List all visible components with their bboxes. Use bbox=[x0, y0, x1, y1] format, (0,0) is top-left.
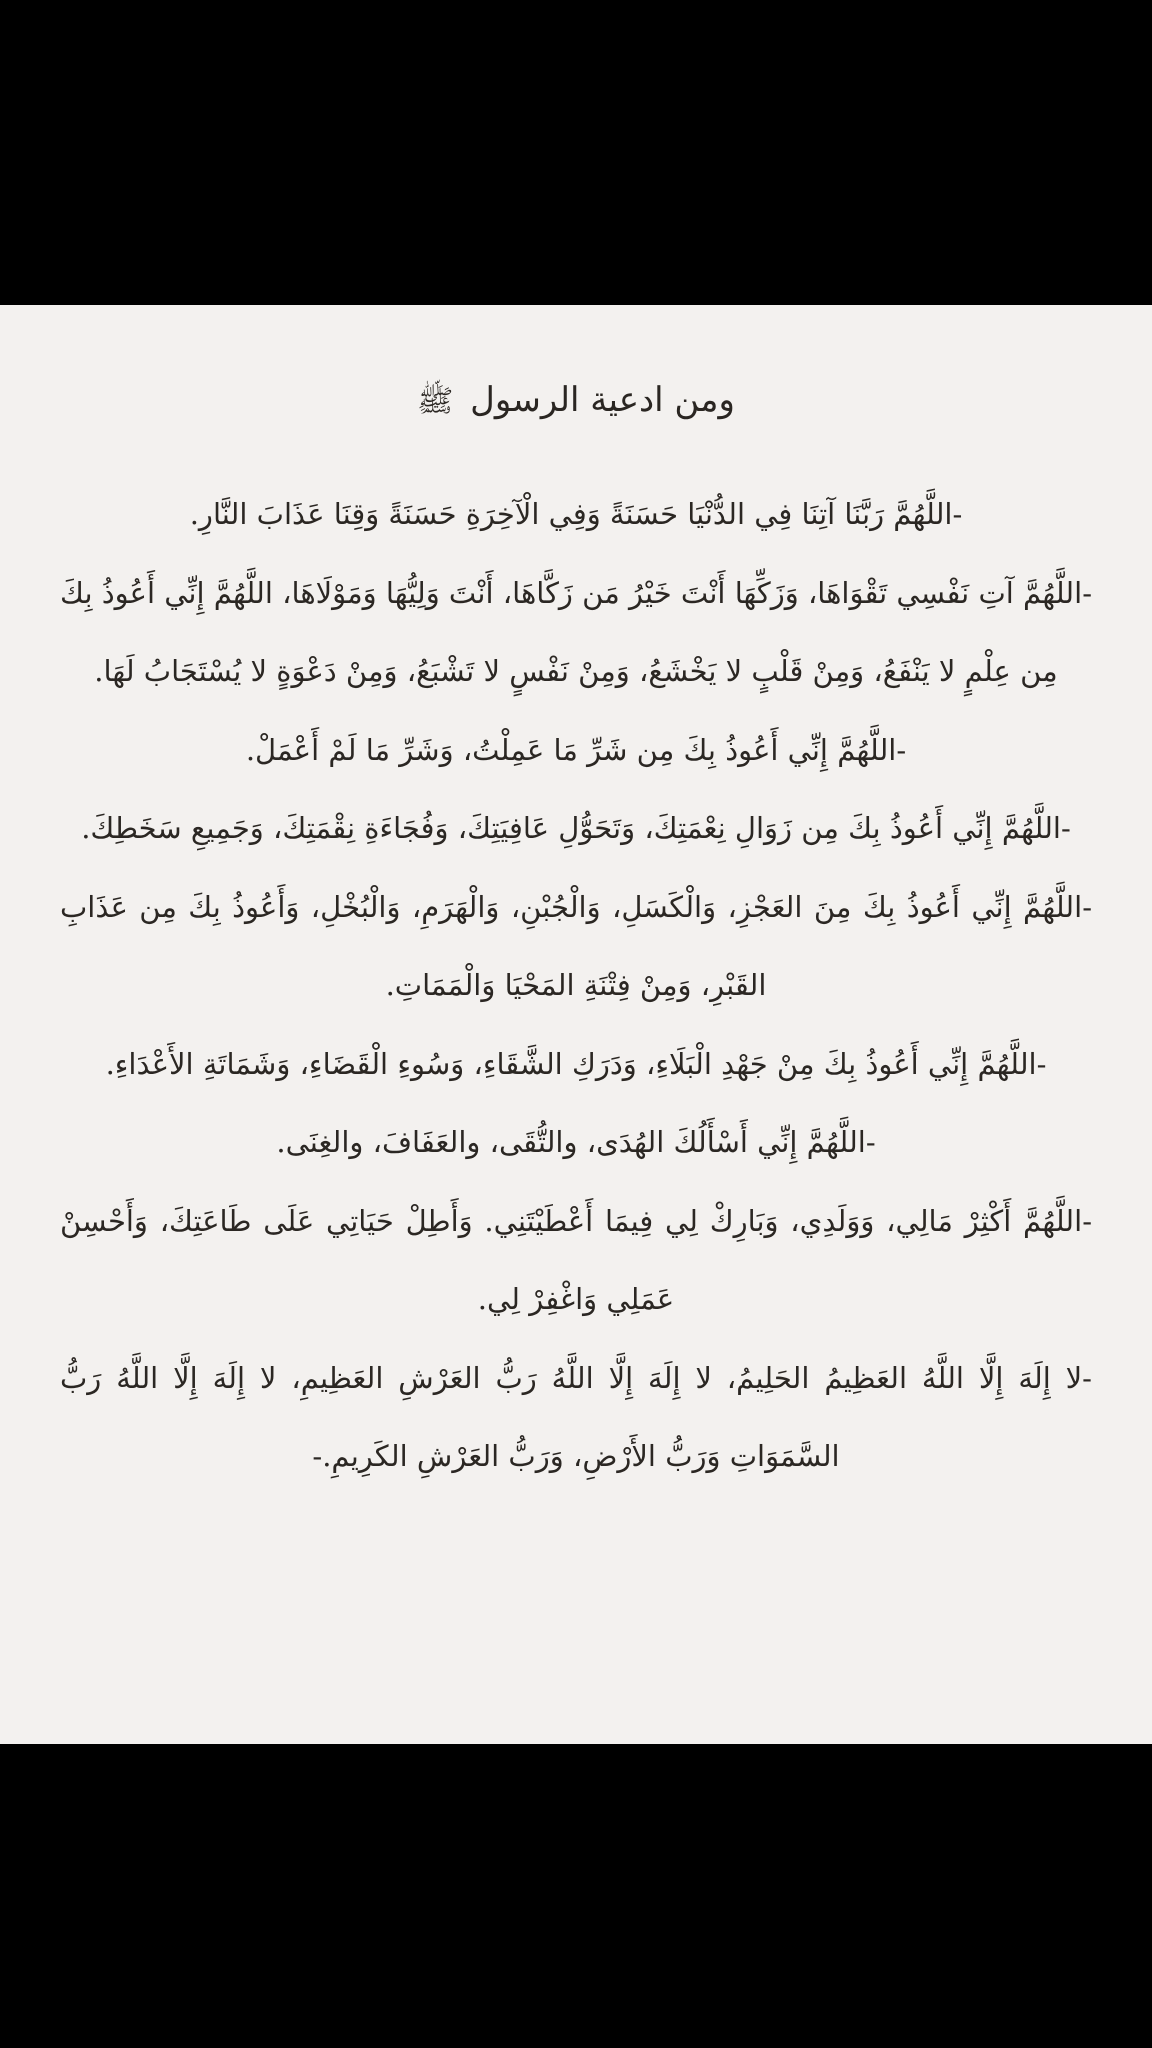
dua-item-8: -اللَّهُمَّ أَكْثِرْ مَالِي، وَوَلَدِي، وَبَارِكْ لِي فِيمَا أَعْطَيْتَنِي. وَأَطِلْ حَيَاتِي عَلَى طَاعَتِكَ، وَأَحْسِنْ عَمَلِي وَاغْفِرْ لِي. bbox=[60, 1203, 1092, 1316]
dua-item-7: -اللَّهُمَّ إِنِّي أَسْأَلُكَ الهُدَى، والتُّقَى، والعَفَافَ، والغِنَى. bbox=[276, 1125, 876, 1159]
dua-item-2: -اللَّهُمَّ آتِ نَفْسِي تَقْوَاهَا، وَزَكِّهَا أَنْتَ خَيْرُ مَن زَكَّاهَا، أَنْتَ وَلِيُّهَا وَمَوْلَاهَا، اللَّهُمَّ إِنِّي أَعُوذُ بِكَ مِن عِلْمٍ لا يَنْفَعُ، وَمِنْ قَلْبٍ لا يَخْشَعُ، وَمِنْ نَفْسٍ لا تَشْبَعُ، وَمِنْ دَعْوَةٍ لا يُسْتَجَابُ لَهَا. bbox=[60, 575, 1092, 688]
top-black-bar bbox=[0, 0, 1152, 305]
honorific-glyph: ﷺ bbox=[417, 384, 454, 419]
dua-item-6: -اللَّهُمَّ إِنِّي أَعُوذُ بِكَ مِنْ جَهْدِ الْبَلَاءِ، وَدَرَكِ الشَّقَاءِ، وَسُوءِ الْقَضَاءِ، وَشَمَاتَةِ الأَعْدَاءِ. bbox=[105, 1046, 1047, 1081]
page-title bbox=[0, 380, 1152, 426]
document-page bbox=[0, 305, 1152, 1744]
dua-item-5: -اللَّهُمَّ إِنِّي أَعُوذُ بِكَ مِنَ العَجْزِ، وَالْكَسَلِ، وَالْجُبْنِ، وَالْهَرَمِ، وَالْبُخْلِ، وَأَعُوذُ بِكَ مِن عَذَابِ القَبْرِ، وَمِنْ فِتْنَةِ المَحْيَا وَالْمَمَاتِ. bbox=[60, 889, 1092, 1002]
dua-item-9: -لا إِلَهَ إِلَّا اللَّهُ العَظِيمُ الحَلِيمُ، لا إِلَهَ إِلَّا اللَّهُ رَبُّ العَرْشِ العَظِيمِ، لا إِلَهَ إِلَّا اللَّهُ رَبُّ السَّمَوَاتِ وَرَبُّ الأَرْضِ، وَرَبُّ العَرْشِ الكَرِيمِ.- bbox=[60, 1360, 1092, 1473]
dua-item-3: -اللَّهُمَّ إِنِّي أَعُوذُ بِكَ مِن شَرِّ مَا عَمِلْتُ، وَشَرِّ مَا لَمْ أَعْمَلْ. bbox=[245, 732, 907, 767]
dua-item-1: -اللَّهُمَّ رَبَّنَا آتِنَا فِي الدُّنْيَا حَسَنَةً وَفِي الْآخِرَةِ حَسَنَةً وَقِنَا عَذَابَ النَّارِ. bbox=[189, 497, 963, 531]
dua-item-4: -اللَّهُمَّ إِنِّي أَعُوذُ بِكَ مِن زَوَالِ نِعْمَتِكَ، وَتَحَوُّلِ عَافِيَتِكَ، وَفُجَاءَةِ نِقْمَتِكَ، وَجَمِيعِ سَخَطِكَ. bbox=[81, 811, 1071, 845]
bottom-black-bar bbox=[0, 1744, 1152, 2048]
page-title-text: ومن ادعية الرسول bbox=[470, 380, 735, 420]
dua-list bbox=[60, 475, 1092, 1496]
